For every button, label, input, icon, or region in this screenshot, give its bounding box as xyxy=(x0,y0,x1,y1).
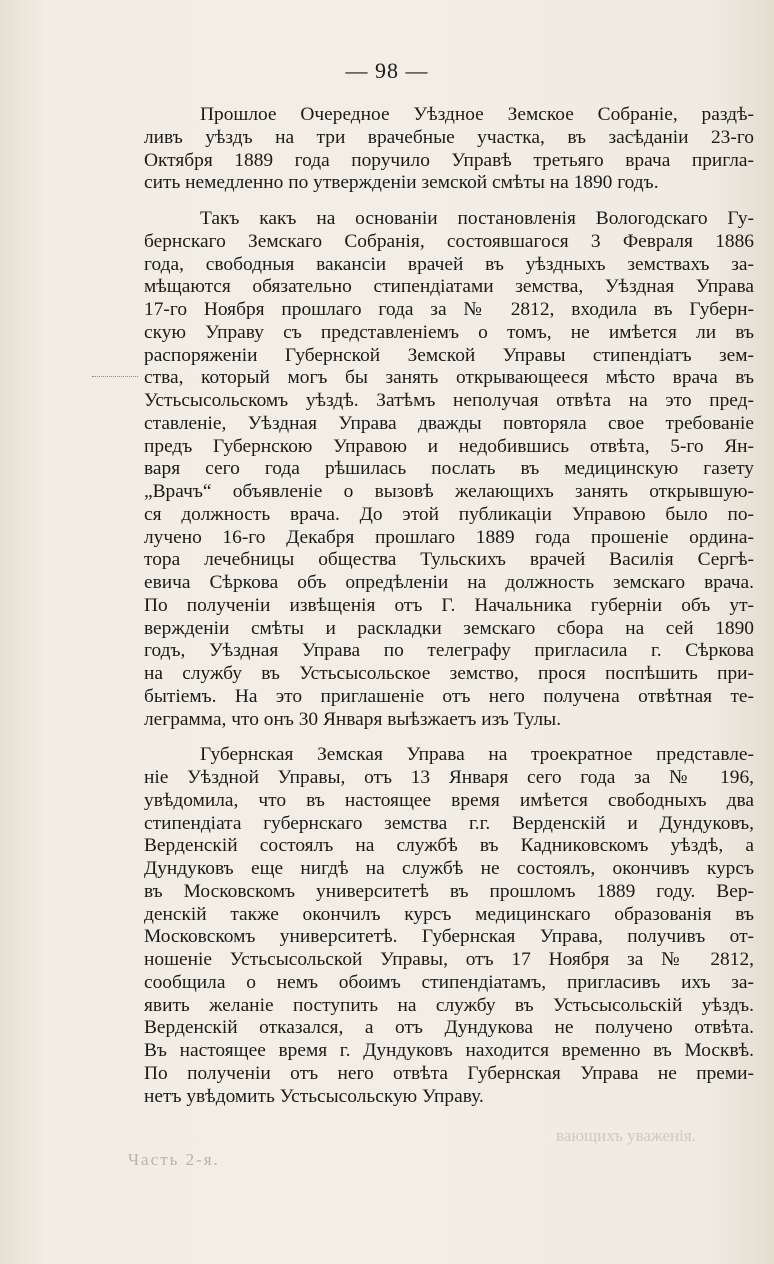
margin-pencil-mark xyxy=(92,376,138,381)
text-line: увѣдомила, что въ настоящее время имѣется свободныхъ два xyxy=(144,789,754,811)
paragraph-2 xyxy=(144,208,754,731)
text-line: ства, который могъ бы занять открывающееся мѣсто врача въ xyxy=(144,367,754,389)
text-line: годъ, Уѣздная Управа по телеграфу пригласила г. Сѣркова xyxy=(144,640,754,662)
text-line: ношеніе Устьсысольской Управы, отъ 17 Ноября за № 2812, xyxy=(144,949,754,970)
text-line: Верденскій отказался, а отъ Дундукова не получено отвѣта. xyxy=(144,1017,754,1039)
text-line: Въ настоящее время г. Дундуковъ находится временно въ Москвѣ. xyxy=(144,1040,754,1061)
text-line: ставленіе, Уѣздная Управа дважды повторяла свое требованіе xyxy=(144,412,754,434)
text-line: Прошлое Очередное Уѣздное Земское Собраніе, раздѣ- xyxy=(200,104,754,125)
text-line: Губернская Земская Управа на троекратное представле- xyxy=(200,744,754,766)
printer-signature: Часть 2-я. xyxy=(128,1150,220,1169)
text-line: По полученіи извѣщенія отъ Г. Начальника губерніи объ ут- xyxy=(144,594,754,616)
paragraph-1 xyxy=(144,104,754,195)
text-line: леграмма, что онъ 30 Января выѣзжаетъ изъ Тулы. xyxy=(144,708,562,730)
text-line: Устьсысольскомъ уѣздѣ. Затѣмъ неполучая отвѣта на это пред- xyxy=(144,390,754,411)
text-line: года, свободныя вакансіи врачей въ уѣздныхъ земствахъ за- xyxy=(144,253,754,275)
text-line: ніе Уѣздной Управы, отъ 13 Января сего года за № 196, xyxy=(144,767,754,788)
text-line: Такъ какъ на основаніи постановленія Вологодскаго Гу- xyxy=(200,208,754,229)
text-line: скую Управу съ представленіемъ о томъ, не имѣется ли въ xyxy=(144,321,754,343)
text-line: мѣщаются обязательно стипендіатами земства, Уѣздная Управа xyxy=(144,276,754,298)
body-text xyxy=(144,104,754,1108)
text-line: стипендіата губернскаго земства г.г. Верденскій и Дундуковъ, xyxy=(144,812,754,834)
text-line: денскій также окончилъ курсъ медицинскаго образованія въ xyxy=(144,903,754,925)
text-line: варя сего года рѣшилась послать въ медицинскую газету xyxy=(144,458,754,480)
text-line: бернскаго Земскаго Собранія, состоявшагося 3 Февраля 1886 xyxy=(144,230,754,252)
text-line: Верденскій состоялъ на службѣ въ Кадниковскомъ уѣздѣ, а xyxy=(144,835,754,857)
page-number: — 98 — xyxy=(345,58,429,83)
text-line: предъ Губернскою Управою и недобившись отвѣта, 5-го Ян- xyxy=(144,435,754,457)
text-line: Дундуковъ еще нигдѣ на службѣ не состоялъ, окончивъ курсъ xyxy=(144,858,754,879)
text-line: „Врачъ“ объявленіе о вызовѣ желающихъ занять открывшую- xyxy=(144,481,754,502)
text-line: ся должность врача. До этой публикаціи Управою было по- xyxy=(144,503,754,525)
text-line: сообщила о немъ обоимъ стипендіатамъ, пригласивъ ихъ за- xyxy=(144,971,754,993)
text-line: нетъ увѣдомить Устьсысольскую Управу. xyxy=(144,1085,484,1107)
bleed-through-text: вающихъ уваженія. xyxy=(556,1126,696,1145)
text-line: явить желаніе поступить на службу въ Устьсысольскій уѣздъ. xyxy=(144,994,754,1016)
text-line: вержденіи смѣты и раскладки земскаго сбора на сей 1890 xyxy=(144,617,754,639)
text-line: тора лечебницы общества Тульскихъ врачей Василія Сергѣ- xyxy=(144,549,754,571)
text-line: лучено 16-го Декабря прошлаго 1889 года прошеніе ордина- xyxy=(144,526,754,548)
text-line: распоряженіи Губернской Земской Управы стипендіатъ зем- xyxy=(144,344,754,366)
text-line: на службу въ Устьсысольское земство, прося поспѣшить при- xyxy=(144,663,754,684)
text-line: 17-го Ноября прошлаго года за № 2812, входила въ Губерн- xyxy=(144,299,754,320)
text-line: въ Московскомъ университетѣ въ прошломъ 1889 году. Вер- xyxy=(144,880,754,902)
text-line: сить немедленно по утвержденіи земской смѣты на 1890 годъ. xyxy=(144,172,659,194)
text-line: евича Сѣркова объ опредѣленіи на должность земскаго врача. xyxy=(144,572,754,593)
text-line: ливъ уѣздъ на три врачебные участка, въ засѣданіи 23-го xyxy=(144,126,754,148)
text-line: Московскомъ университетѣ. Губернская Управа, получивъ от- xyxy=(144,926,754,948)
text-line: По полученіи отъ него отвѣта Губернская Управа не преми- xyxy=(144,1062,754,1084)
text-line: Октября 1889 года поручило Управѣ третьяго врача пригла- xyxy=(144,149,754,171)
paragraph-3 xyxy=(144,744,754,1108)
text-line: бытіемъ. На это приглашеніе отъ него получена отвѣтная те- xyxy=(144,685,754,707)
